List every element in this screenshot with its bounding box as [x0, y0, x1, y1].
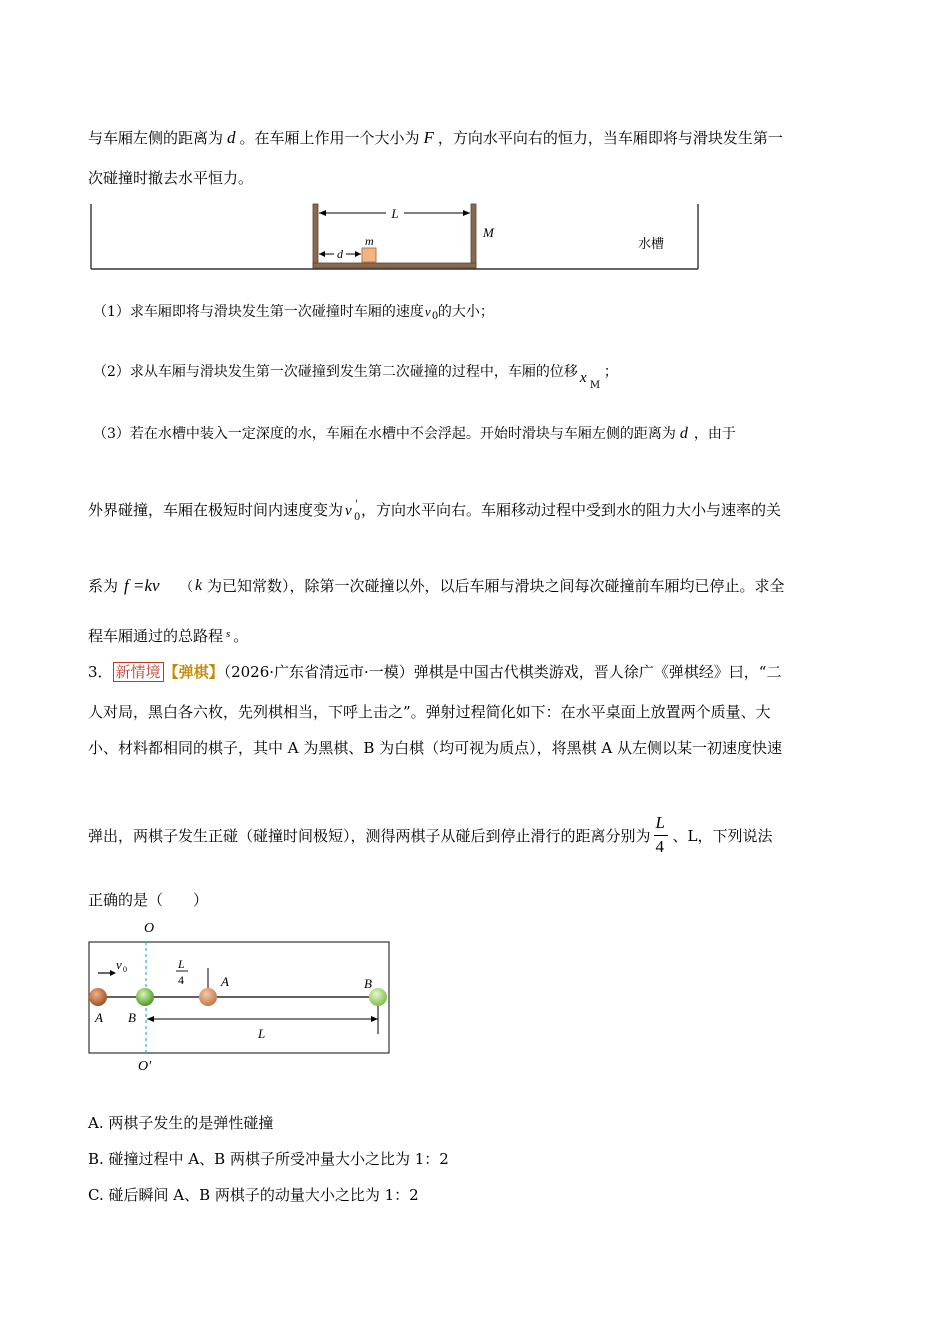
text: 次碰撞时撤去水平恒力。 — [88, 169, 254, 187]
symbol-v: v — [424, 304, 431, 319]
symbol-d: d — [679, 425, 688, 442]
text-line — [88, 128, 783, 148]
chess-figure — [86, 914, 396, 1074]
label-fraction-4: 4 — [178, 973, 184, 987]
text: 、L，下列说法 — [672, 827, 773, 845]
label-A: A — [95, 1010, 103, 1025]
label-L: L — [391, 206, 399, 221]
text: 为已知常数），除第一次碰撞以外，以后车厢与滑块之间每次碰撞前车厢均已停止。求全 — [207, 577, 785, 595]
subscript-M: M — [589, 380, 601, 391]
subscript-0: 0 — [431, 311, 439, 322]
option-A-text: A. 两棋子发生的是弹性碰撞 — [88, 1114, 274, 1132]
text: （1）求车厢即将与滑块发生第一次碰撞时车厢的速度 — [93, 304, 424, 320]
text: （2026·广东省清远市·一模）弹棋是中国古代棋类游戏，晋人徐广《弹棋经》曰，“二 — [223, 663, 782, 681]
problem-3-line-1 — [88, 662, 781, 682]
text: 正确的是（ ） — [88, 891, 209, 909]
piece-B-initial — [136, 988, 154, 1006]
problem-3-line-5 — [88, 890, 208, 910]
label-O-prime: O′ — [138, 1059, 152, 1074]
label-m: m — [365, 234, 374, 248]
text: ，方向水平向右。车厢移动过程中受到水的阻力大小与速率的关 — [361, 501, 782, 519]
fraction-bar — [654, 835, 668, 836]
label-A-final: A — [221, 974, 229, 989]
problem-number: 3． — [88, 663, 113, 681]
label-v0: v — [116, 957, 122, 972]
text: 弹出，两棋子发生正碰（碰撞时间极短），测得两棋子从碰后到停止滑行的距离分别为 — [88, 827, 651, 845]
option-C[interactable] — [88, 1185, 419, 1205]
option-B[interactable] — [88, 1149, 449, 1169]
symbol-v: v — [345, 503, 352, 519]
label-fraction-L: L — [178, 957, 185, 971]
topic-tag: 【弹棋】 — [163, 663, 224, 681]
question-3-line-4 — [88, 626, 248, 648]
symbol-d: d — [227, 128, 236, 147]
option-B-text: B. 碰撞过程中 A、B 两棋子所受冲量大小之比为 1：2 — [88, 1150, 449, 1168]
piece-A-initial — [89, 988, 107, 1006]
new-context-tag: 新情境 — [113, 662, 164, 682]
prime: ' — [355, 499, 358, 510]
text: 外界碰撞，车厢在极短时间内速度变为 — [88, 501, 344, 519]
text: 与车厢左侧的距离为 — [88, 129, 224, 147]
question-3-line-2 — [88, 499, 782, 523]
label-M: M — [483, 225, 494, 240]
label-B: B — [128, 1010, 136, 1025]
subscript-0: 0 — [354, 512, 361, 523]
text: （2）求从车厢与滑块发生第一次碰撞到发生第二次碰撞的过程中，车厢的位移 — [93, 364, 578, 380]
text: ，方向水平向右的恒力，当车厢即将与滑块发生第一 — [437, 129, 783, 147]
text: 程车厢通过的总路程 — [88, 627, 224, 645]
symbol-s: s — [226, 628, 231, 640]
tank-figure — [86, 200, 706, 274]
label-d: d — [337, 247, 343, 261]
text: ； — [603, 364, 618, 380]
text: （3）若在水槽中装入一定深度的水，车厢在水槽中不会浮起。开始时滑块与车厢左侧的距离为 — [93, 426, 676, 442]
text: 。在车厢上作用一个大小为 — [239, 129, 420, 147]
text: 小、材料都相同的棋子，其中 A 为黑棋、B 为白棋（均可视为质点），将黑棋 A 从左侧以某一初速度快速 — [88, 739, 783, 757]
symbol-F: F — [423, 128, 434, 147]
text-line — [88, 168, 253, 188]
text: 人对局，黑白各六枚，先列棋相当，下呼上击之”。弹射过程简化如下：在水平桌面上放置两个质量、大 — [88, 703, 771, 721]
option-A[interactable] — [88, 1113, 273, 1133]
text: 系为 — [88, 577, 119, 595]
fraction-numerator: L — [655, 813, 665, 832]
symbol-x: x — [579, 370, 587, 386]
fraction-denominator: 4 — [655, 837, 665, 856]
problem-3-line-3 — [88, 738, 782, 758]
label-O: O — [144, 921, 155, 936]
label-B-final: B — [364, 976, 372, 991]
text: ，由于 — [693, 426, 736, 442]
problem-3-line-2 — [88, 702, 771, 722]
question-1 — [93, 302, 494, 322]
formula: f =kv — [124, 576, 160, 595]
text: 。 — [233, 627, 249, 645]
text: 的大小； — [437, 304, 494, 320]
piece-A-final — [199, 988, 217, 1006]
text: （ — [180, 580, 194, 595]
problem-3-line-4 — [88, 813, 773, 856]
label-v0-sub: 0 — [123, 965, 127, 974]
label-tank: 水槽 — [638, 236, 665, 251]
option-C-text: C. 碰后瞬间 A、B 两棋子的动量大小之比为 1：2 — [88, 1186, 419, 1204]
label-L: L — [258, 1026, 266, 1041]
question-3-line-3 — [88, 576, 785, 598]
question-3-line-1 — [93, 424, 736, 444]
symbol-k: k — [195, 577, 203, 594]
question-2 — [93, 362, 618, 391]
